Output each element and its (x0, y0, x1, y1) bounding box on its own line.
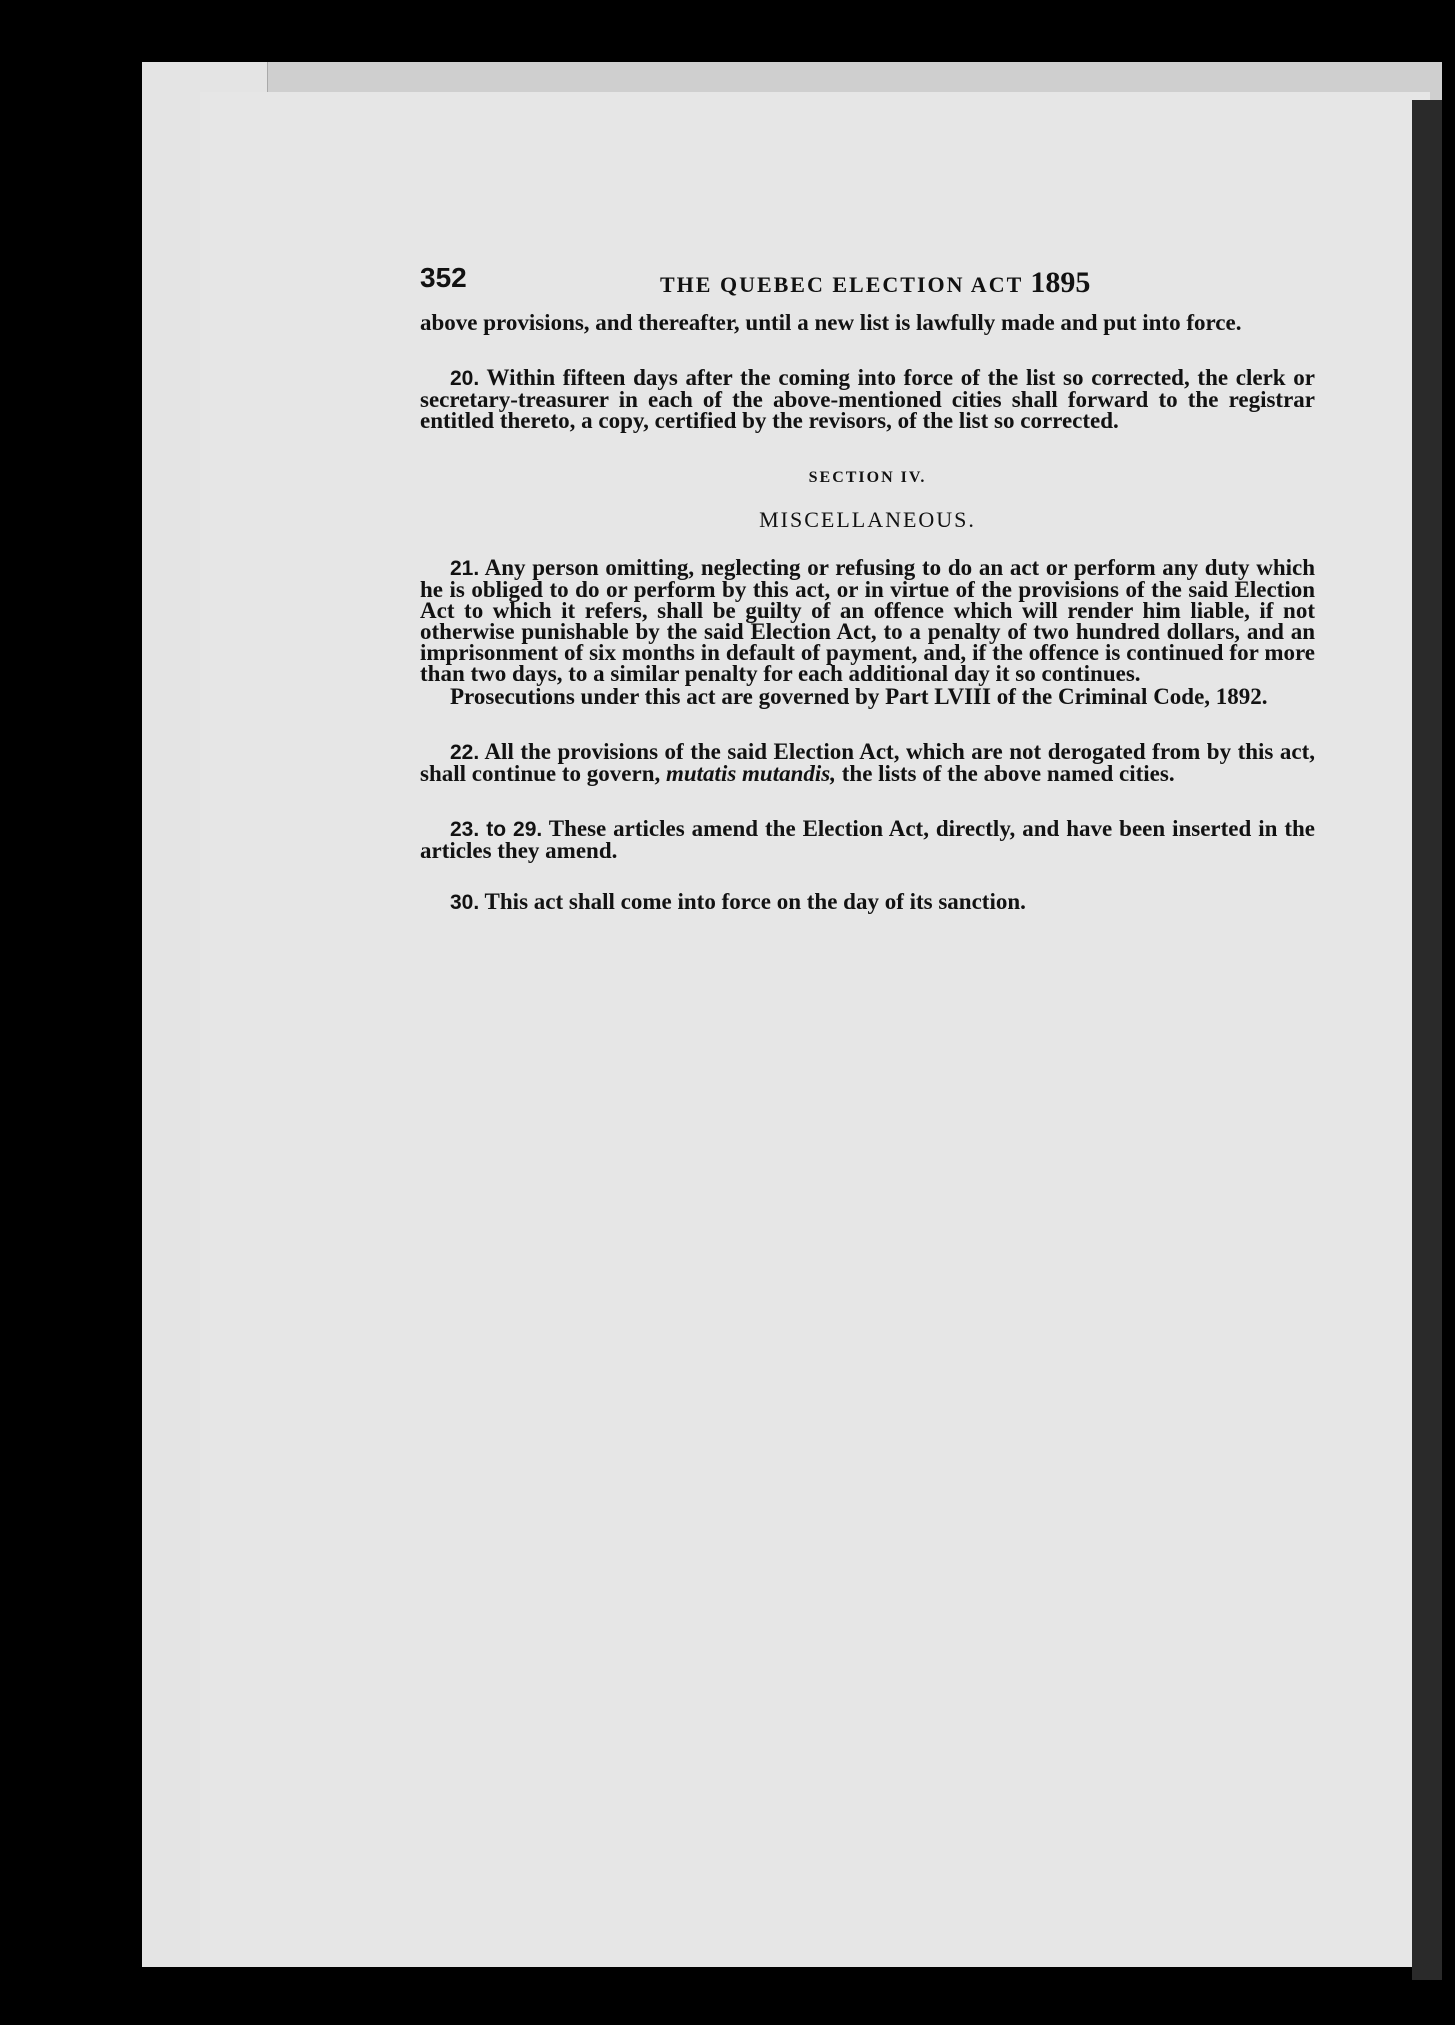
page-text (420, 262, 1315, 913)
page-edge (142, 62, 183, 1967)
article-text: All the provisions of the said Election Act, which are not derogated from by this act, shall continue to govern, (420, 739, 1315, 786)
section-label: SECTION IV. (808, 469, 927, 486)
header-title-text: THE QUEBEC ELECTION ACT (660, 272, 1023, 297)
article-number: 30. (450, 891, 480, 914)
latin-phrase: mutatis mutandis, (665, 761, 836, 786)
article-text: These articles amend the Election Act, directly, and have been inserted in the articles they amend. (420, 816, 1315, 863)
article-21-subparagraph: Prosecutions under this act are governed by Part LVIII of the Criminal Code, 1892. (450, 684, 1268, 709)
continuation-paragraph: above provisions, and thereafter, until a new list is lawfully made and put into force. (420, 310, 1242, 335)
article-text: the lists of the above named cities. (841, 761, 1175, 786)
section-title: MISCELLANEOUS. (759, 507, 976, 532)
page-number: 352 (420, 262, 467, 293)
running-head (420, 262, 1315, 302)
article-30 (420, 891, 1315, 913)
header-title (660, 266, 1090, 300)
article-number: 23. to 29. (450, 818, 543, 841)
article-22 (420, 741, 1315, 784)
book-spine (1412, 100, 1442, 1980)
article-text: This act shall come into force on the day of its sanction. (484, 889, 1026, 914)
article-text: Any person omitting, neglecting or refusing to do an act or perform any duty which he is obliged to do or perform by this act, or in virtue of the provisions of the said Election Act to which it refers, shall be guilty of an offence which will render him liable, if not otherwise punishable by the said Election Act, to a penalty of two hundred dollars, and an imprisonment of six months in default of payment, and, if the offence is continued for more than two days, to a similar penalty for each additional day it so continues. (420, 555, 1316, 686)
header-year: 1895 (1030, 266, 1091, 299)
article-text: Within fifteen days after the coming into force of the list so corrected, the clerk or secretary-treasurer in each of the above-mentioned cities shall forward to the registrar entitled thereto, a copy, certified by the revisors, of the list so corrected. (420, 365, 1315, 433)
article-number: 20. (450, 367, 480, 390)
article-20 (420, 367, 1315, 431)
article-23-29 (420, 818, 1315, 861)
article-number: 22. (450, 741, 480, 764)
article-number: 21. (450, 557, 480, 580)
article-21 (420, 557, 1315, 684)
